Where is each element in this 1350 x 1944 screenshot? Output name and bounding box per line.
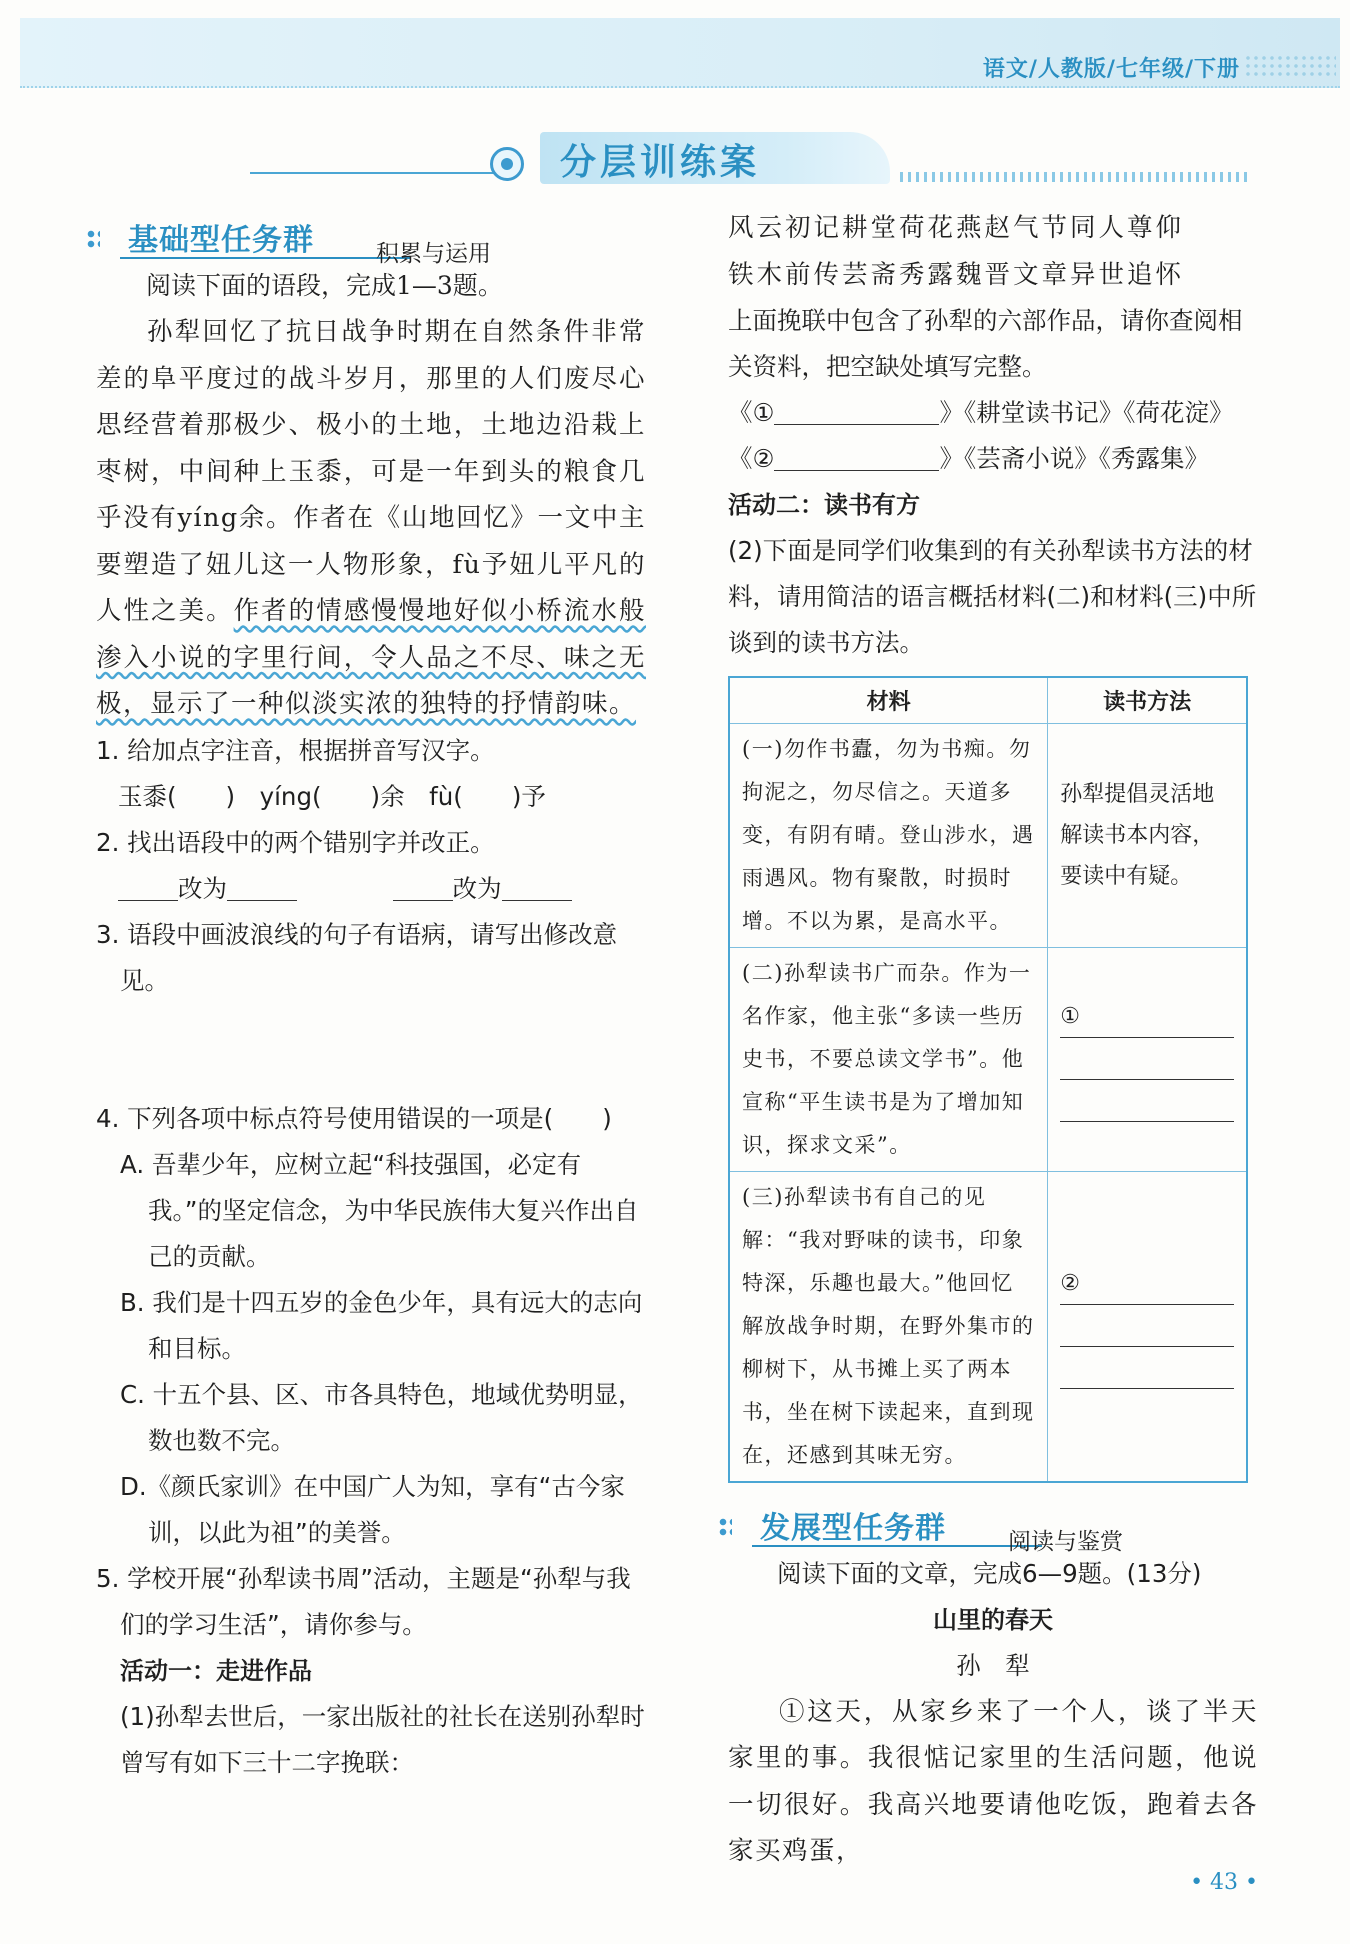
activity-1-heading: 活动一：走进作品 [120, 1656, 312, 1685]
question-2 [96, 820, 646, 912]
article-author: 孙 犁 [956, 1650, 1030, 1680]
answer-line[interactable] [1060, 1305, 1234, 1347]
q1-items: 玉黍( ) yíng( )余 fù( )予 [118, 781, 546, 811]
q1-text: 1. 给加点字注音，根据拼音写汉字。 [96, 735, 495, 765]
article-title: 山里的春天 [933, 1605, 1053, 1634]
activity-2-heading: 活动二：读书有方 [728, 491, 920, 519]
q4-option-c[interactable]: C. 十五个县、区、市各具特色，地域优势明显，数也数不完。 [120, 1379, 643, 1455]
answer-line[interactable] [1060, 1347, 1234, 1389]
change-label: 改为 [178, 873, 227, 903]
answer-space[interactable] [96, 1004, 646, 1096]
left-column [96, 205, 646, 1786]
q3-text: 3. 语段中画波浪线的句子有语病，请写出修改意见。 [96, 919, 618, 995]
page-title: 分层训练案 [560, 142, 761, 183]
fill-suffix: 》《耕堂读书记》《荷花淀》 [939, 398, 1234, 427]
wavy-sentence: 作者的情感慢慢地好似小桥流水般渗入小说的字里行间，令人品之不尽、味之无极，显示了一种似淡实浓的独特的抒情韵味。 [96, 596, 646, 719]
answer-blank[interactable] [502, 871, 572, 901]
section-dots-icon [86, 229, 100, 249]
q4-option-b[interactable]: B. 我们是十四五岁的金色少年，具有远大的志向和目标。 [120, 1287, 643, 1363]
answer-blank[interactable] [393, 871, 453, 901]
question-1 [96, 728, 646, 820]
method-answer-cell[interactable] [1048, 1171, 1247, 1482]
answer-blank[interactable] [118, 871, 178, 901]
question-3 [96, 912, 646, 1004]
table-row [729, 947, 1247, 1171]
table-row [729, 723, 1247, 947]
answer-blank[interactable] [227, 871, 297, 901]
target-icon [490, 147, 524, 181]
section-basic-header [96, 205, 646, 267]
q2-blanks [96, 866, 646, 912]
activity-1-task: 上面挽联中包含了孙犁的六部作品，请你查阅相关资料，把空缺处填写完整。 [728, 306, 1243, 381]
decor-dots [1244, 54, 1336, 80]
table-header: 材料 [729, 677, 1048, 723]
book-info: 语文/人教版/七年级/下册 [982, 57, 1240, 82]
q2-text: 2. 找出语段中的两个错别字并改正。 [96, 827, 495, 857]
answer-line[interactable] [1060, 996, 1234, 1038]
intro-text-2: 阅读下面的文章，完成6—9题。(13分) [777, 1558, 1202, 1588]
section-underline [120, 257, 410, 259]
q4-option-d[interactable]: D.《颜氏家训》在中国广人为知，享有“古今家训，以此为祖”的美誉。 [120, 1471, 625, 1547]
reading-methods-table [728, 676, 1248, 1483]
question-4 [96, 1096, 646, 1556]
answer-line[interactable] [1060, 1038, 1234, 1080]
section-dev-header [728, 1493, 1258, 1555]
change-label: 改为 [452, 873, 502, 903]
activity-2-task: (2)下面是同学们收集到的有关孙犁读书方法的材料，请用简洁的语言概括材料(二)和材料(三)中所谈到的读书方法。 [728, 536, 1257, 657]
material-cell: (三)孙犁读书有自己的见解：“我对野味的读书，印象特深，乐趣也最大。”他回忆解放战争时期，在野外集市的柳树下，从书摊上买了两本书，坐在树下读起来，直到现在，还感到其味无穷。 [729, 1171, 1048, 1482]
article-paragraph: ①这天，从家乡来了一个人，谈了半天家里的事。我很惦记家里的生活问题，他说一切很好。我高兴地要请他吃饭，跑着去各家买鸡蛋， [728, 1696, 1258, 1866]
intro-text: 阅读下面的语段，完成1—3题。 [146, 271, 503, 300]
fill-line-1 [728, 390, 1258, 436]
fill-line-2 [728, 436, 1258, 482]
section-dots-icon [718, 1517, 732, 1537]
section-subtitle: 积累与运用 [376, 241, 491, 267]
reading-passage [96, 309, 646, 728]
fill-prefix: 《① [728, 398, 775, 427]
table-header-row [729, 677, 1247, 723]
question-5 [96, 1556, 646, 1786]
fill-suffix: 》《芸斋小说》《秀露集》 [939, 444, 1209, 473]
couplet-line-1: 风云初记耕堂荷花燕赵气节同人尊仰 [728, 213, 1185, 243]
answer-marker: ② [1060, 1271, 1080, 1296]
section-name: 发展型任务群 [760, 1510, 946, 1546]
table-row [729, 1171, 1247, 1482]
section-name: 基础型任务群 [128, 223, 314, 258]
q4-text: 4. 下列各项中标点符号使用错误的一项是( ) [96, 1103, 612, 1133]
answer-line[interactable] [1060, 1263, 1234, 1305]
table-header: 读书方法 [1048, 677, 1247, 723]
section-subtitle: 阅读与鉴赏 [1008, 1528, 1123, 1555]
activity-1-text: (1)孙犁去世后，一家出版社的社长在送别孙犁时曾写有如下三十二字挽联： [120, 1701, 645, 1777]
answer-blank[interactable] [774, 395, 939, 425]
fill-prefix: 《② [728, 444, 775, 473]
passage-text: 孙犁回忆了抗日战争时期在自然条件非常差的阜平度过的战斗岁月，那里的人们废尽心思经营着那极少、极小的土地，土地边沿栽上枣树，中间种上玉黍，可是一年到头的粮食几乎没有yíng余。作者在《山地回忆》一文中主要塑造了妞儿这一人物形象，fù予妞儿平凡的人性之美。 [96, 317, 646, 626]
right-column [728, 205, 1258, 1875]
method-answer-cell[interactable] [1048, 947, 1247, 1171]
section-underline [752, 1545, 1042, 1547]
answer-marker: ① [1060, 1004, 1080, 1029]
couplet-line-2: 铁木前传芸斋秀露魏晋文章异世追怀 [728, 259, 1185, 290]
answer-blank[interactable] [774, 441, 939, 471]
title-rule-left [250, 172, 520, 174]
material-cell: (二)孙犁读书广而杂。作为一名作家，他主张“多读一些历史书，不要总读文学书”。他宣称“平生读书是为了增加知识，探求文采”。 [729, 947, 1048, 1171]
answer-line[interactable] [1060, 1080, 1234, 1122]
page-number: • 43 • [1190, 1870, 1258, 1895]
method-cell: 孙犁提倡灵活地解读书本内容，要读中有疑。 [1048, 723, 1247, 947]
q4-option-a[interactable]: A. 吾辈少年，应树立起“科技强国，必定有我。”的坚定信念，为中华民族伟大复兴作出自己的贡献。 [120, 1149, 639, 1271]
material-cell: (一)勿作书蠹，勿为书痴。勿拘泥之，勿尽信之。天道多变，有阴有晴。登山涉水，遇雨遇风。物有聚散，时损时增。不以为累，是高水平。 [729, 723, 1048, 947]
q5-text: 5. 学校开展“孙犁读书周”活动，主题是“孙犁与我们的学习生活”，请你参与。 [96, 1563, 631, 1639]
title-rule-right [900, 172, 1250, 182]
